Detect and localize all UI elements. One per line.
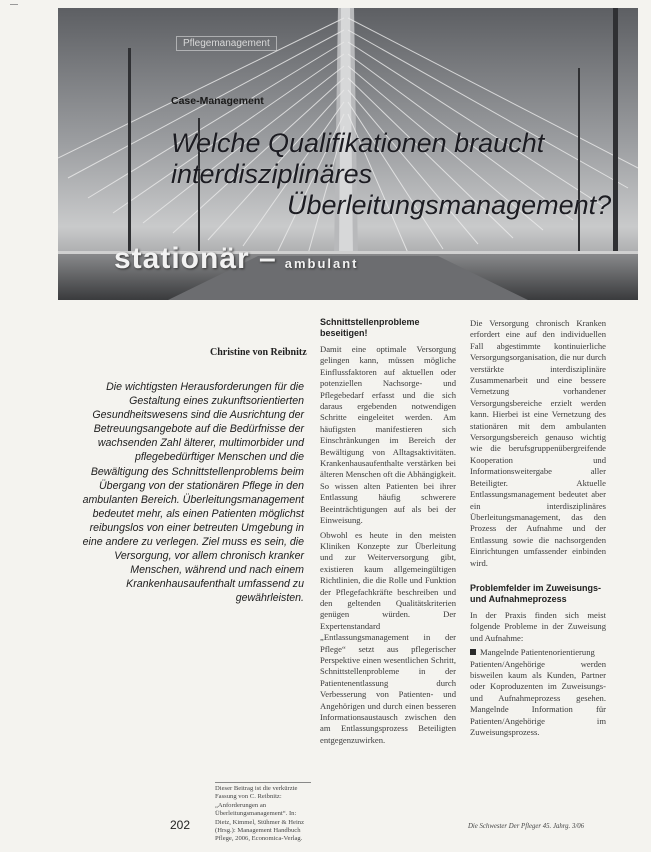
- sign-sub: ambulant: [284, 256, 359, 271]
- section-kicker: Pflegemanagement: [176, 36, 277, 51]
- subheading-problemfelder: Problemfelder im Zuweisungs- und Aufnahmeprozess: [470, 582, 602, 604]
- body-paragraph: Obwohl es heute in den meisten Kliniken Konzepte zur Überleitung und zur Weiterversorgung gibt, existieren kaum allgemeingültigen Richtlinien, die die Rolle und Funktion der Pflegefachkräfte beschreiben und den geltenden Qualitätskriterien genügen würden. Der Expertenstandard „Entlassungsmanagement in der Pflege“ setzt aus pflegerischer Perspektive einen wesentlichen Schritt, Schnittstellenprobleme in der Patientenentlassung durch Verbesserung von Patienten- und Angehörigen und durch einen besseren Informationsaustausch zwischen den am Entlassungsprozess Beteiligten entgegenzuwirken.: [320, 529, 456, 745]
- sign-main: stationär –: [114, 242, 277, 275]
- headline-line-1: Welche Qualifikationen braucht: [171, 128, 545, 158]
- lead-paragraph: Die wichtigsten Herausforderungen für die Gestaltung eines zukunftsorientierten Gesundheitswesens sind die Ausrichtung der Betreuungsangebote auf die Bedürfnisse der wachsenden Zahl älterer, multimorbider und pflegebedürftiger Menschen und die Bewältigung des Schnittstellenproblems beim Übergang von der stationären Pflege in den ambulanten Bereich. Überleitungsmanagement bedeutet mehr, als einen Patienten möglichst reibungslos von einer betreuten Umgebung in eine andere zu verlegen. Ziel muss es sein, die Versorgung, vor allem chronisch kranker Menschen, während und nach einem Krankenhausaufenthalt umfassend zu gewährleisten.: [82, 381, 304, 605]
- column-3: [470, 318, 606, 741]
- body-paragraph: In der Praxis finden sich meist folgende Probleme in der Zuweisung und Aufnahme:: [470, 609, 606, 643]
- subheading-schnittstellen: Schnittstellenprobleme beseitigen!: [320, 317, 420, 338]
- author-byline: Christine von Reibnitz: [210, 347, 307, 358]
- bullet-item: [470, 647, 606, 658]
- article-headline: [171, 128, 638, 221]
- body-paragraph: Die Versorgung chronisch Kranken erfordert eine auf den individuellen Fall abgestimmte kontinuierliche Versorgungsorganisation, die nur durch verstärkte interdisziplinäre Zusammenarbeit und eine bessere Vernetzung vorhandener Versorgungsbereiche erzielt werden kann. Hierbei ist eine Vernetzung des stationären mit dem ambulanten Versorgungsbereich genauso wichtig wie die berufsgruppenübergreifende Kooperation und Informationsweitergabe aller Beteiligter. Aktuelle Entlassungsmanagement bedeutet aber ein interdisziplinäres Überleitungsmanagement, das den Prozess der Aufnahme und der Entlassung sowie die nachsorgenden Einrichtungen umfassender einbinden wird.: [470, 318, 606, 568]
- page-number: 202: [170, 818, 191, 832]
- header-photo-banner: [58, 8, 638, 300]
- crop-mark: [10, 4, 18, 5]
- body-paragraph: Patienten/Angehörige werden bisweilen kaum als Kunden, Partner oder Koproduzenten im Zuweisungs- und Aufnahmeprozess gesehen. Mangelnde Information für Patienten/Angehörige im Zuweisungsprozess.: [470, 658, 606, 737]
- bullet-text: Mangelnde Patientenorientierung: [480, 647, 595, 658]
- square-bullet-icon: [470, 649, 476, 655]
- body-paragraph: Damit eine optimale Versorgung gelingen kann, müssen mögliche Einflussfaktoren auf aktuellen oder potenziellen Nachsorge- und Pflegebedarf erfasst und die sich daraus ergebenden notwendigen Schritte eingeleitet werden. Am häufigsten manifestieren sich Einschränkungen im Bereich der Bewältigung von Alltagsaktivitäten. Krankenhausaufenthalte verstärken bei älteren Menschen oft die Abhängigkeit. So wissen alten Patienten bei ihrer Entlassung häufig schwerere Beeinträchtigungen auf als bei der Einweisung.: [320, 344, 456, 526]
- running-footer: Die Schwester Der Pfleger 45. Jahrg. 3/06: [468, 823, 585, 830]
- headline-line-2: interdisziplinäres: [171, 159, 373, 189]
- column-2: [320, 317, 456, 749]
- banner-sign-text: [114, 242, 359, 276]
- footnote: Dieser Beitrag ist die verkürzte Fassung von C. Reibnitz: „Anforderungen an Überleitungsmanagement“. In: Dietz, Kimmel, Stühmer & Heinz (Hrsg.): Management Handbuch Pflege, 2006, Economica-Verlag.: [215, 782, 311, 844]
- headline-line-3: Überleitungsmanagement?: [287, 190, 612, 220]
- rubric-label: Case-Management: [171, 95, 264, 107]
